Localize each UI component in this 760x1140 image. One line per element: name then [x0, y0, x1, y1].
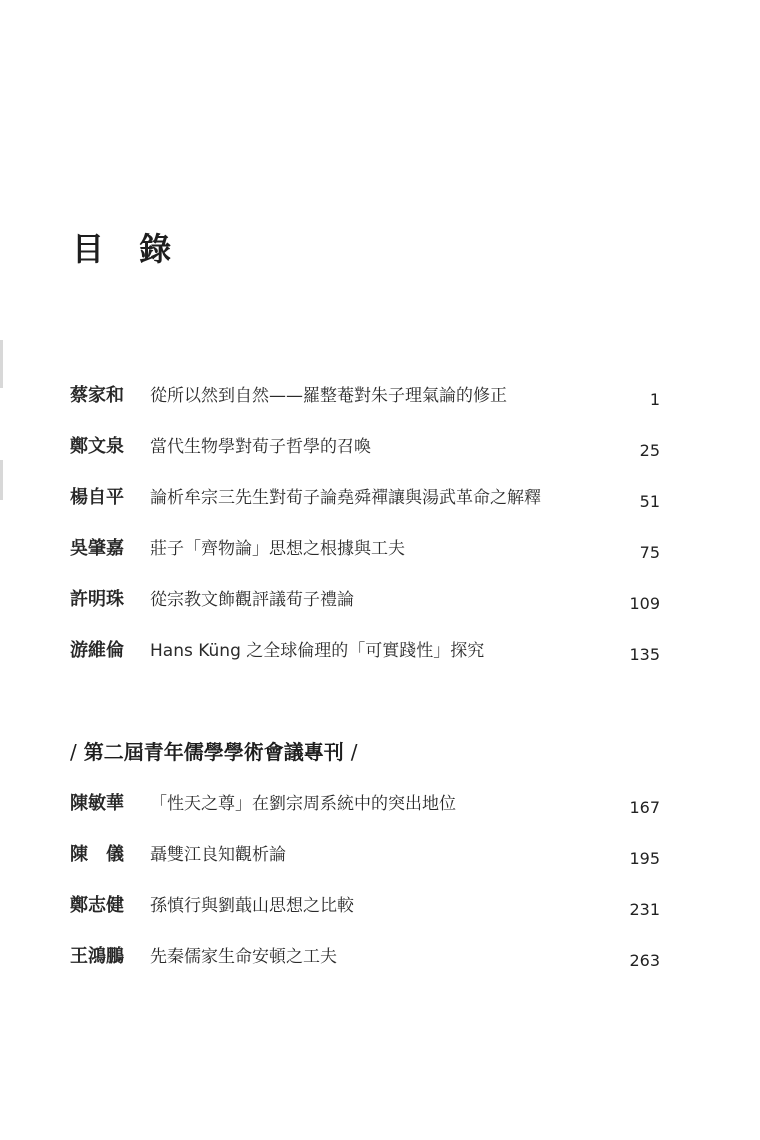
page-edge-mark [0, 340, 3, 388]
toc-page-number: 167 [629, 798, 660, 817]
toc-page-number: 75 [639, 543, 660, 562]
toc-entry[interactable] [70, 942, 660, 972]
section-title: 第二屆青年儒學學術會議專刊 [83, 740, 344, 764]
toc-entry[interactable] [70, 789, 660, 819]
toc-author: 鄭文泉 [70, 436, 124, 457]
toc-entry[interactable] [70, 381, 660, 411]
toc-author: 陳敏華 [70, 793, 124, 814]
toc-page-number: 51 [639, 492, 660, 511]
toc-author: 吳肇嘉 [70, 538, 124, 559]
toc-title: 莊子「齊物論」思想之根據與工夫 [150, 539, 405, 559]
toc-entry[interactable] [70, 483, 660, 513]
toc-page-number: 25 [639, 441, 660, 460]
toc-title: 當代生物學對荀子哲學的召喚 [150, 437, 371, 457]
toc-author: 蔡家和 [70, 385, 124, 406]
toc-author: 楊自平 [70, 487, 124, 508]
toc-entry[interactable] [70, 636, 660, 666]
toc-page-number: 263 [629, 951, 660, 970]
toc-author: 陳 儀 [70, 844, 124, 865]
toc-entry[interactable] [70, 891, 660, 921]
toc-entry[interactable] [70, 432, 660, 462]
toc-author: 鄭志健 [70, 895, 124, 916]
toc-title: 論析牟宗三先生對荀子論堯舜禪讓與湯武革命之解釋 [150, 488, 541, 508]
toc-author: 王鴻鵬 [70, 946, 124, 967]
toc-title: 聶雙江良知觀析論 [150, 845, 286, 865]
toc-author: 許明珠 [70, 589, 124, 610]
toc-title: 從宗教文飾觀評議荀子禮論 [150, 590, 354, 610]
toc-page-number: 195 [629, 849, 660, 868]
toc-entry[interactable] [70, 534, 660, 564]
toc-title: 從所以然到自然——羅整菴對朱子理氣論的修正 [150, 386, 507, 406]
toc-author: 游維倫 [70, 640, 124, 661]
toc-entry[interactable] [70, 840, 660, 870]
section-slash-left: / [70, 740, 77, 764]
toc-entry[interactable] [70, 585, 660, 615]
toc-title: 「性天之尊」在劉宗周系統中的突出地位 [150, 794, 456, 814]
toc-title: Hans Küng 之全球倫理的「可實踐性」探究 [150, 641, 485, 661]
toc-page-number: 109 [629, 594, 660, 613]
toc-title: 孫慎行與劉蕺山思想之比較 [150, 896, 354, 916]
toc-page-number: 1 [649, 390, 660, 409]
section-heading [70, 736, 357, 768]
toc-page-number: 135 [629, 645, 660, 664]
toc-page-number: 231 [629, 900, 660, 919]
toc-title: 先秦儒家生命安頓之工夫 [150, 947, 337, 967]
section-slash-right: / [350, 740, 358, 764]
page-title: 目 錄 [72, 230, 184, 268]
page-edge-mark [0, 460, 3, 500]
